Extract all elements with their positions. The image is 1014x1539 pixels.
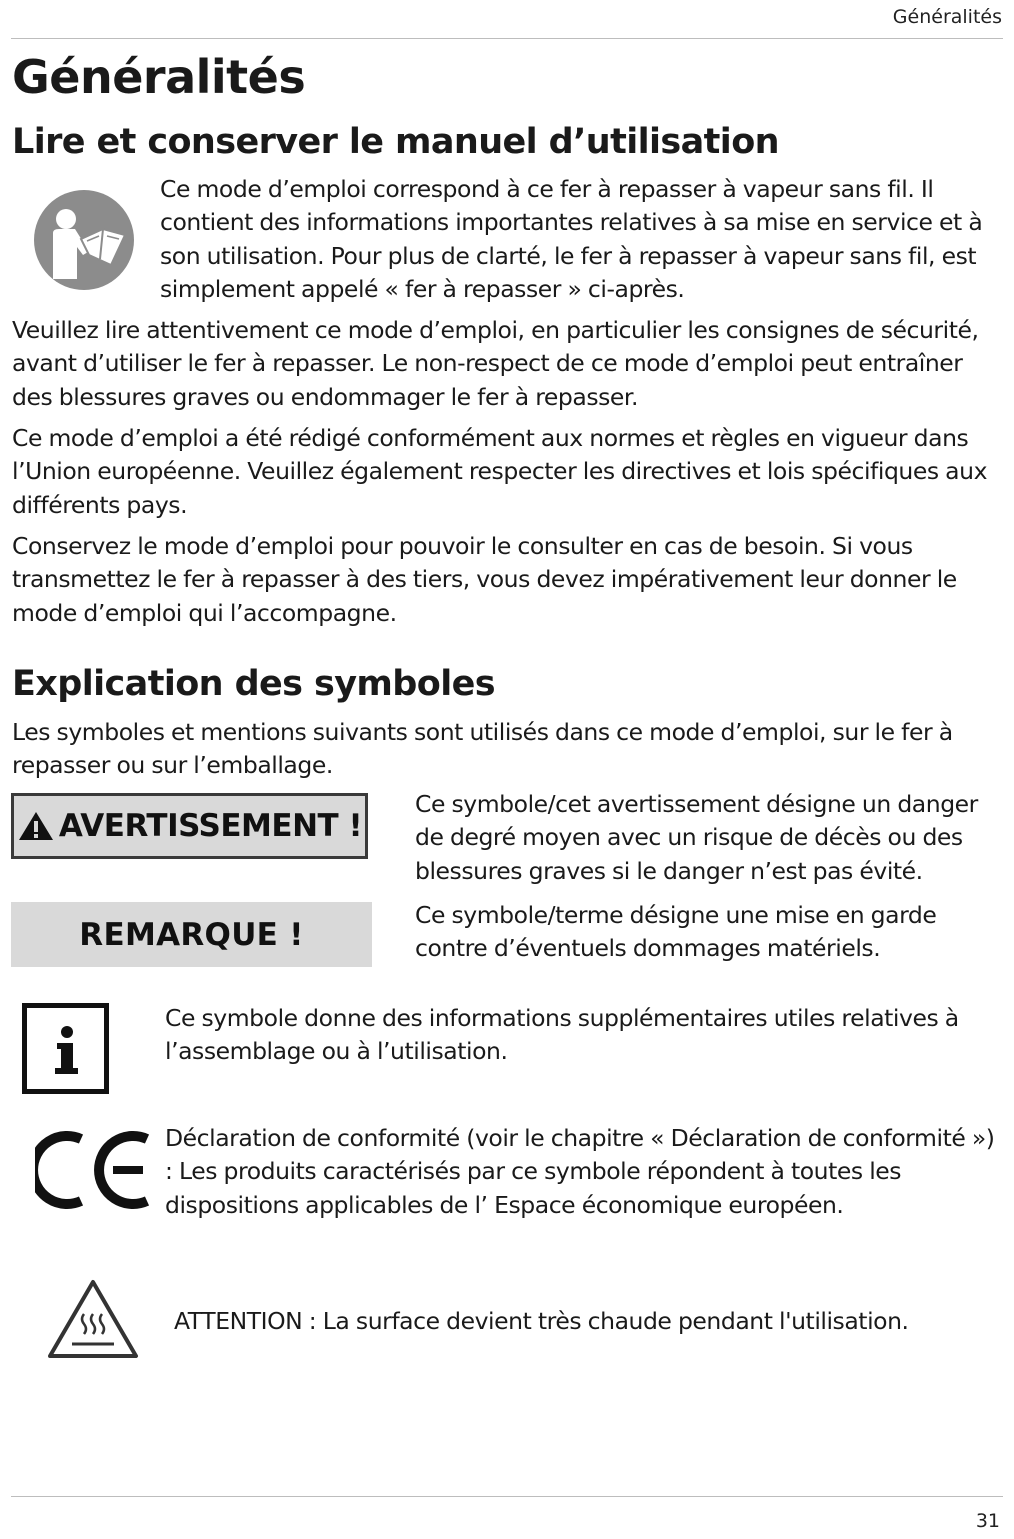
warning-triangle-icon (17, 810, 55, 842)
manual-intro-line: Ce mode d’emploi correspond à ce fer à repasser à vapeur sans fil. Il (160, 175, 934, 203)
section-heading-manual: Lire et conserver le manuel d’utilisation (12, 122, 779, 162)
manual-intro-line: simplement appelé « fer à repasser » ci-après. (160, 274, 685, 303)
read-manual-icon (33, 189, 135, 291)
note-description: Ce symbole/terme désigne une mise en garde contre d’éventuels dommages matériels. (415, 901, 937, 963)
info-icon (22, 1003, 109, 1094)
manual-intro-line: son utilisation. Pour plus de clarté, le fer à repasser à vapeur sans fil, est (160, 241, 977, 270)
page-number: 31 (975, 1510, 1000, 1532)
warning-label: AVERTISSEMENT ! (58, 808, 363, 844)
page-title: Généralités (12, 50, 306, 104)
warning-description: Ce symbole/cet avertissement désigne un danger de degré moyen avec un risque de décès ou des blessures graves si le danger n’est pas évité. (415, 790, 978, 885)
manual-intro (160, 173, 1005, 306)
manual-intro-line: contient des informations importantes relatives à sa mise en service et à (160, 208, 983, 237)
ce-mark-icon (35, 1129, 150, 1211)
manual-paragraph-keep: Conservez le mode d’emploi pour pouvoir le consulter en cas de besoin. Si vous transmettez le fer à repasser à des tiers, vous devez impérativement leur donner le mode d’emploi qui l’accompagne. (12, 532, 957, 627)
manual-paragraph-norms: Ce mode d’emploi a été rédigé conformément aux normes et règles en vigueur dans l’Union européenne. Veuillez également respecter les directives et lois spécifiques aux différents pays. (12, 424, 988, 519)
hot-surface-description: ATTENTION : La surface devient très chaude pendant l'utilisation. (174, 1307, 909, 1335)
header-rule (11, 38, 1003, 39)
note-label: REMARQUE ! (79, 916, 304, 953)
section-heading-symbols: Explication des symboles (12, 664, 495, 704)
info-description: Ce symbole donne des informations supplémentaires utiles relatives à l’assemblage ou à l’utilisation. (165, 1004, 959, 1066)
hot-surface-icon (46, 1278, 140, 1360)
warning-label-box (11, 793, 368, 859)
footer-rule (11, 1496, 1003, 1497)
symbols-intro: Les symboles et mentions suivants sont utilisés dans ce mode d’emploi, sur le fer à repasser ou sur l’emballage. (12, 718, 953, 780)
manual-paragraph-read: Veuillez lire attentivement ce mode d’emploi, en particulier les consignes de sécurité, avant d’utiliser le fer à repasser. Le non-respect de ce mode d’emploi peut entraîner des blessures graves ou endommager le fer à repasser. (12, 316, 979, 411)
note-label-box (11, 902, 372, 967)
ce-description: Déclaration de conformité (voir le chapitre « Déclaration de conformité ») : Les produits caractérisés par ce symbole répondent à toutes les dispositions applicables de l’ Espace économique européen. (165, 1124, 995, 1219)
running-header: Généralités (892, 6, 1002, 28)
